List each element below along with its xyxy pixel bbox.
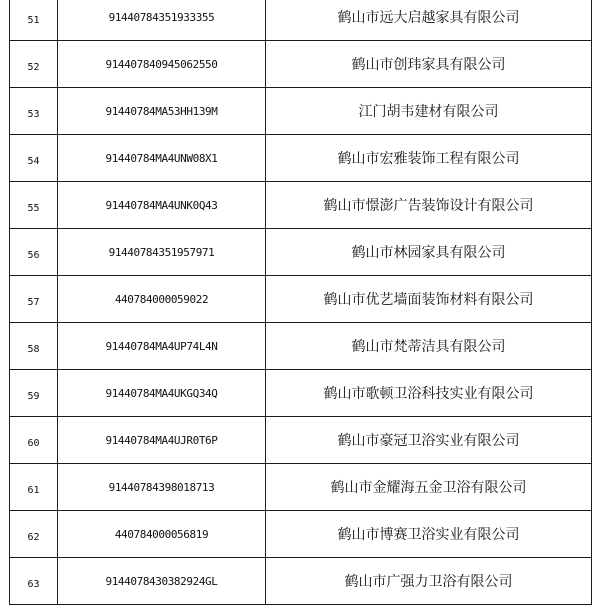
table-row bbox=[10, 464, 592, 511]
row-number: 51 bbox=[10, 0, 58, 41]
row-number: 56 bbox=[10, 229, 58, 276]
credit-code: 91440784351957971 bbox=[58, 229, 266, 276]
row-number: 58 bbox=[10, 323, 58, 370]
row-number: 62 bbox=[10, 511, 58, 558]
credit-code: 91440784398018713 bbox=[58, 464, 266, 511]
table-row bbox=[10, 276, 592, 323]
credit-code: 9144078430382924GL bbox=[58, 558, 266, 605]
company-name: 鹤山市创玮家具有限公司 bbox=[266, 41, 592, 88]
company-name: 江门胡韦建材有限公司 bbox=[266, 88, 592, 135]
company-name: 鹤山市憬澎广告装饰设计有限公司 bbox=[266, 182, 592, 229]
company-name: 鹤山市广强力卫浴有限公司 bbox=[266, 558, 592, 605]
company-name: 鹤山市优艺墙面装饰材料有限公司 bbox=[266, 276, 592, 323]
company-name: 鹤山市林园家具有限公司 bbox=[266, 229, 592, 276]
company-name: 鹤山市远大启越家具有限公司 bbox=[266, 0, 592, 41]
company-table bbox=[9, 0, 592, 605]
row-number: 61 bbox=[10, 464, 58, 511]
row-number: 57 bbox=[10, 276, 58, 323]
row-number: 59 bbox=[10, 370, 58, 417]
credit-code: 91440784MA4UKGQ34Q bbox=[58, 370, 266, 417]
credit-code: 91440784MA53HH139M bbox=[58, 88, 266, 135]
credit-code: 440784000059022 bbox=[58, 276, 266, 323]
company-name: 鹤山市梵蒂洁具有限公司 bbox=[266, 323, 592, 370]
row-number: 60 bbox=[10, 417, 58, 464]
company-name: 鹤山市豪冠卫浴实业有限公司 bbox=[266, 417, 592, 464]
row-number: 52 bbox=[10, 41, 58, 88]
table-row bbox=[10, 0, 592, 41]
company-table-body bbox=[10, 0, 592, 605]
credit-code: 91440784MA4UNK0Q43 bbox=[58, 182, 266, 229]
table-row bbox=[10, 417, 592, 464]
table-row bbox=[10, 323, 592, 370]
table-row bbox=[10, 370, 592, 417]
table-row bbox=[10, 41, 592, 88]
table-row bbox=[10, 182, 592, 229]
credit-code: 91440784351933355 bbox=[58, 0, 266, 41]
table-row bbox=[10, 558, 592, 605]
table-row bbox=[10, 229, 592, 276]
row-number: 54 bbox=[10, 135, 58, 182]
company-name: 鹤山市歌顿卫浴科技实业有限公司 bbox=[266, 370, 592, 417]
company-name: 鹤山市金耀海五金卫浴有限公司 bbox=[266, 464, 592, 511]
table-row bbox=[10, 135, 592, 182]
credit-code: 440784000056819 bbox=[58, 511, 266, 558]
credit-code: 91440784MA4UNW08X1 bbox=[58, 135, 266, 182]
table-row bbox=[10, 511, 592, 558]
row-number: 53 bbox=[10, 88, 58, 135]
credit-code: 91440784MA4UP74L4N bbox=[58, 323, 266, 370]
credit-code: 914407840945062550 bbox=[58, 41, 266, 88]
table-row bbox=[10, 88, 592, 135]
company-name: 鹤山市宏雅装饰工程有限公司 bbox=[266, 135, 592, 182]
row-number: 63 bbox=[10, 558, 58, 605]
company-name: 鹤山市博赛卫浴实业有限公司 bbox=[266, 511, 592, 558]
credit-code: 91440784MA4UJR0T6P bbox=[58, 417, 266, 464]
row-number: 55 bbox=[10, 182, 58, 229]
